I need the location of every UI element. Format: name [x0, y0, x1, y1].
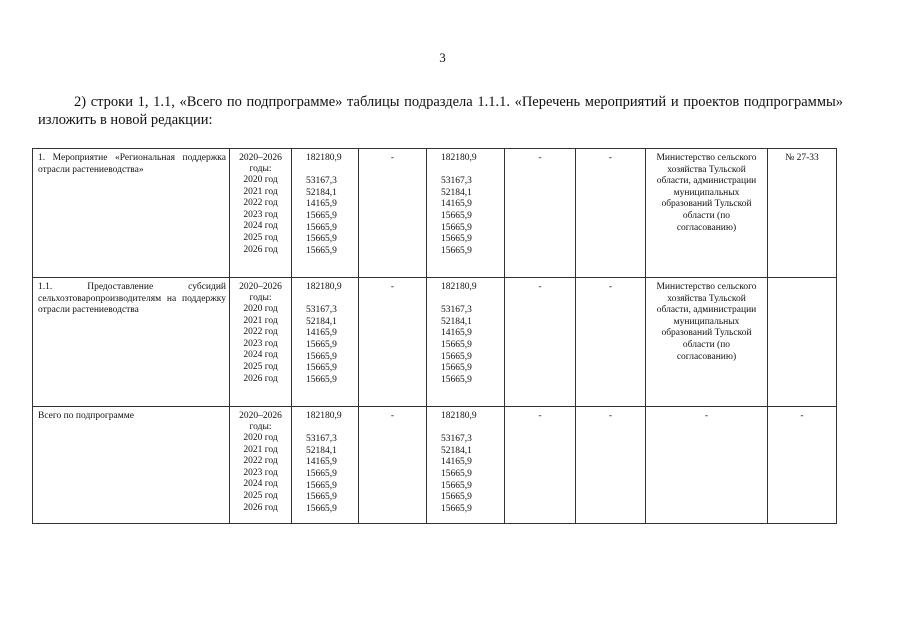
page-number: 3: [439, 50, 446, 65]
year-value: 15665,9: [306, 351, 337, 362]
year-value: 15665,9: [306, 234, 337, 245]
year-value: 15665,9: [306, 468, 337, 479]
regional-year-value: 15665,9: [441, 210, 472, 221]
regional-year-value: 15665,9: [441, 351, 472, 362]
year-label: 2023 год: [243, 209, 278, 220]
dash-cell-a: -: [359, 407, 427, 524]
year-value: 15665,9: [306, 363, 337, 374]
regional-year-value: 14165,9: [441, 457, 472, 468]
regional-year-value: 53167,3: [441, 434, 472, 445]
year-value: 15665,9: [306, 492, 337, 503]
year-value: 53167,3: [306, 305, 337, 316]
year-label: 2023 год: [243, 467, 278, 478]
year-label: 2025 год: [243, 490, 278, 501]
years-cell: [230, 278, 292, 407]
year-value: 52184,1: [306, 316, 337, 327]
year-value: 15665,9: [306, 503, 337, 514]
regional-year-value: 52184,1: [441, 445, 472, 456]
regional-year-value: 15665,9: [441, 480, 472, 491]
year-label: 2020 год: [243, 433, 278, 443]
dash-cell-b: -: [505, 407, 576, 524]
table-row: [33, 278, 837, 407]
year-label: 2020 год: [243, 304, 278, 314]
dash-cell-c: -: [576, 149, 646, 278]
dash-cell-b: -: [505, 149, 576, 278]
measure-name-cell: [33, 407, 230, 524]
year-label: 2026 год: [243, 502, 278, 513]
regional-cell: [427, 407, 505, 524]
measure-name: 1. Мероприятие «Региональная поддержка отрасли растениеводства»: [38, 153, 226, 175]
regional-cell: [427, 149, 505, 278]
regional-cell: [427, 278, 505, 407]
year-value: 52184,1: [306, 187, 337, 198]
dash-cell-a: -: [359, 149, 427, 278]
executor-text: -: [704, 411, 709, 421]
regional-total-value: 182180,9: [441, 411, 477, 421]
regional-year-value: 15665,9: [441, 503, 472, 514]
total-value: 182180,9: [306, 282, 342, 292]
year-value: 15665,9: [306, 480, 337, 491]
year-label: 2024 год: [243, 350, 278, 361]
executor-cell: [646, 278, 768, 407]
dash-cell-c: -: [576, 278, 646, 407]
regional-year-value: 52184,1: [441, 316, 472, 327]
regional-year-value: 15665,9: [441, 468, 472, 479]
dash-cell-b: -: [505, 278, 576, 407]
year-label: 2026 год: [243, 373, 278, 384]
executor-text: Министерство сельского хозяйства Тульской области, администрации муниципальных образований Тульской области (по согласованию): [656, 153, 757, 233]
year-label: 2026 год: [243, 244, 278, 255]
measures-table: [32, 148, 837, 524]
intro-paragraph: 2) строки 1, 1.1, «Всего по подпрограмме» таблицы подраздела 1.1.1. «Перечень мероприятий и проектов подпрограммы» изложить в новой редакции:: [38, 94, 843, 128]
year-value: 15665,9: [306, 222, 337, 233]
year-value: 15665,9: [306, 245, 337, 256]
year-value: 15665,9: [306, 210, 337, 221]
total-cell: [292, 278, 359, 407]
regional-year-value: 15665,9: [441, 374, 472, 385]
year-value: 53167,3: [306, 176, 337, 187]
year-value: 52184,1: [306, 445, 337, 456]
year-label: 2021 год: [243, 315, 278, 326]
year-label: 2022 год: [243, 198, 278, 209]
year-label: 2022 год: [243, 327, 278, 338]
regional-year-value: 15665,9: [441, 339, 472, 350]
reference-cell: -: [768, 407, 837, 524]
year-label: 2021 год: [243, 186, 278, 197]
regional-year-value: 15665,9: [441, 245, 472, 256]
total-cell: [292, 407, 359, 524]
year-label: 2025 год: [243, 361, 278, 372]
year-value: 14165,9: [306, 199, 337, 210]
year-label: 2023 год: [243, 338, 278, 349]
total-value: 182180,9: [306, 153, 342, 163]
reference-cell: [768, 278, 837, 407]
regional-year-value: 15665,9: [441, 363, 472, 374]
regional-total-value: 182180,9: [441, 153, 477, 163]
executor-cell: [646, 149, 768, 278]
total-value: 182180,9: [306, 411, 342, 421]
years-cell: [230, 149, 292, 278]
table-row: [33, 149, 837, 278]
reference-cell: № 27-33: [768, 149, 837, 278]
year-value: 15665,9: [306, 339, 337, 350]
period-label: 2020–2026 годы:: [239, 153, 282, 174]
regional-year-value: 53167,3: [441, 305, 472, 316]
year-label: 2022 год: [243, 456, 278, 467]
year-label: 2024 год: [243, 479, 278, 490]
regional-year-value: 52184,1: [441, 187, 472, 198]
regional-year-value: 14165,9: [441, 199, 472, 210]
regional-year-value: 15665,9: [441, 234, 472, 245]
years-cell: [230, 407, 292, 524]
regional-year-value: 15665,9: [441, 222, 472, 233]
measure-name: 1.1. Предоставление субсидий сельхозтоваропроизводителям на поддержку отрасли растениеводства: [38, 282, 226, 316]
year-value: 14165,9: [306, 457, 337, 468]
table-row: [33, 407, 837, 524]
total-cell: [292, 149, 359, 278]
measure-name-cell: [33, 149, 230, 278]
regional-total-value: 182180,9: [441, 282, 477, 292]
measure-name-cell: [33, 278, 230, 407]
executor-cell: [646, 407, 768, 524]
year-label: 2020 год: [243, 175, 278, 185]
period-label: 2020–2026 годы:: [239, 282, 282, 303]
year-value: 14165,9: [306, 328, 337, 339]
year-label: 2021 год: [243, 444, 278, 455]
year-label: 2025 год: [243, 232, 278, 243]
year-label: 2024 год: [243, 221, 278, 232]
dash-cell-c: -: [576, 407, 646, 524]
executor-text: Министерство сельского хозяйства Тульской области, администрации муниципальных образований Тульской области (по согласованию): [656, 282, 757, 362]
measure-name: Всего по подпрограмме: [38, 411, 134, 421]
year-value: 15665,9: [306, 374, 337, 385]
regional-year-value: 14165,9: [441, 328, 472, 339]
regional-year-value: 53167,3: [441, 176, 472, 187]
year-value: 53167,3: [306, 434, 337, 445]
regional-year-value: 15665,9: [441, 492, 472, 503]
period-label: 2020–2026 годы:: [239, 411, 282, 432]
dash-cell-a: -: [359, 278, 427, 407]
